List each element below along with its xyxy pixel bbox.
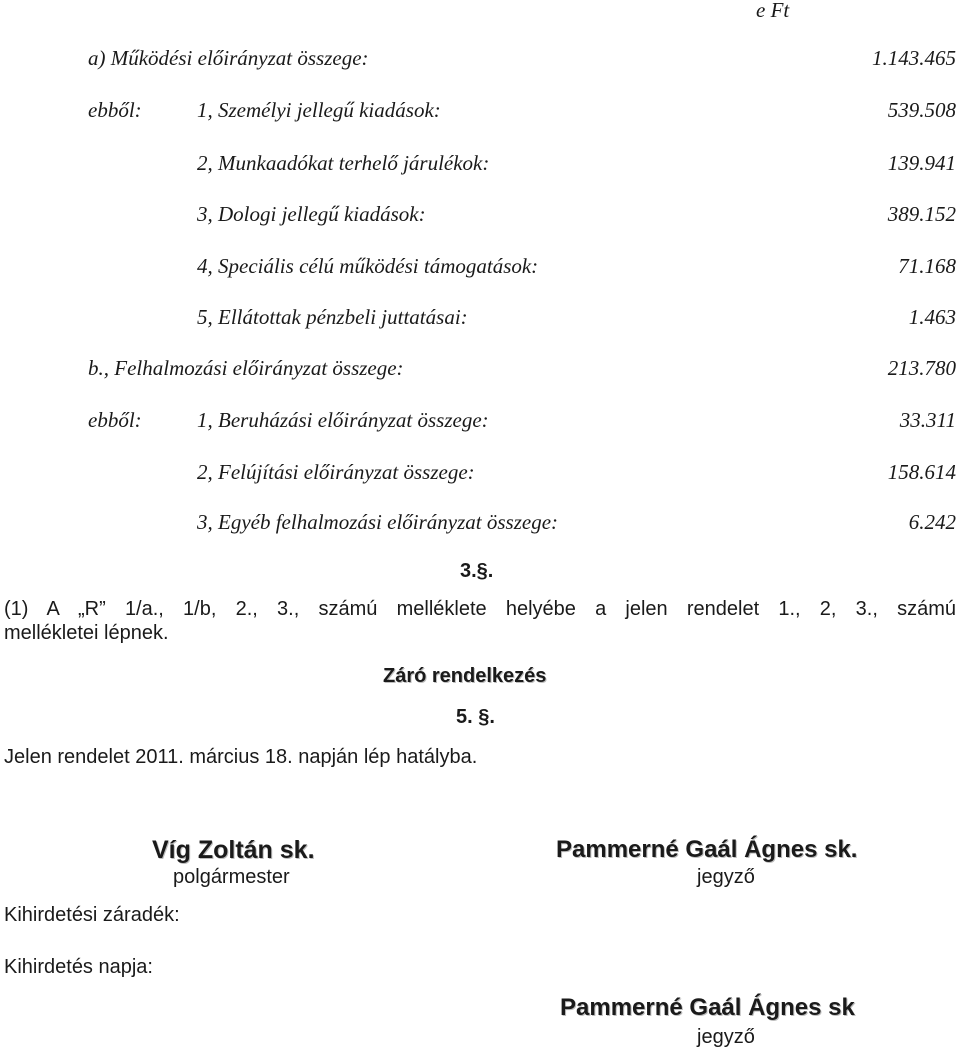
budget-item-value: 33.311 bbox=[899, 408, 956, 432]
closing-heading: Záró rendelkezés bbox=[383, 665, 547, 687]
budget-item-value: 539.508 bbox=[887, 98, 956, 122]
budget-item-label: 3, Egyéb felhalmozási előirányzat összege: bbox=[197, 510, 559, 534]
section-3-heading: 3.§. bbox=[460, 560, 494, 582]
section-b-label: b., Felhalmozási előirányzat összege: bbox=[88, 356, 404, 380]
mayor-title: polgármester bbox=[173, 866, 290, 888]
bottom-notary-name: Pammerné Gaál Ágnes sk bbox=[560, 994, 855, 1021]
announcement-clause-label: Kihirdetési záradék: bbox=[4, 904, 180, 926]
section-a-total: 1.143.465 bbox=[872, 46, 956, 70]
section-b-prefix: ebből: bbox=[88, 408, 142, 432]
budget-item-label: 2, Felújítási előirányzat összege: bbox=[197, 460, 475, 484]
announcement-date-label: Kihirdetés napja: bbox=[4, 956, 153, 978]
budget-item-label: 5, Ellátottak pénzbeli juttatásai: bbox=[197, 305, 468, 329]
budget-item-value: 71.168 bbox=[898, 254, 956, 278]
budget-item-value: 139.941 bbox=[887, 151, 956, 175]
budget-item-value: 6.242 bbox=[908, 510, 956, 534]
closing-text: Jelen rendelet 2011. március 18. napján lép hatályba. bbox=[4, 746, 478, 768]
mayor-name: Víg Zoltán sk. bbox=[152, 836, 315, 864]
budget-item-label: 2, Munkaadókat terhelő járulékok: bbox=[197, 151, 490, 175]
budget-item-value: 158.614 bbox=[887, 460, 956, 484]
budget-item-label: 4, Speciális célú működési támogatások: bbox=[197, 254, 539, 278]
notary-title: jegyző bbox=[697, 866, 755, 888]
budget-item-value: 1.463 bbox=[908, 305, 956, 329]
section-b-total: 213.780 bbox=[887, 356, 956, 380]
closing-section: 5. §. bbox=[456, 706, 495, 728]
budget-item-value: 389.152 bbox=[887, 202, 956, 226]
budget-item-label: 1, Beruházási előirányzat összege: bbox=[197, 408, 489, 432]
section-3-paragraph-line1: (1) A „R” 1/a., 1/b, 2., 3., számú melléklete helyébe a jelen rendelet 1., 2, 3., számú bbox=[4, 598, 956, 620]
bottom-notary-title: jegyző bbox=[697, 1026, 755, 1048]
section-a-label: a) Működési előirányzat összege: bbox=[88, 46, 369, 70]
budget-item-label: 3, Dologi jellegű kiadások: bbox=[197, 202, 426, 226]
notary-name: Pammerné Gaál Ágnes sk. bbox=[556, 836, 858, 863]
section-3-paragraph-line2: mellékletei lépnek. bbox=[4, 622, 169, 644]
budget-item-label: 1, Személyi jellegű kiadások: bbox=[197, 98, 441, 122]
unit-label: e Ft bbox=[756, 0, 790, 22]
section-a-prefix: ebből: bbox=[88, 98, 142, 122]
